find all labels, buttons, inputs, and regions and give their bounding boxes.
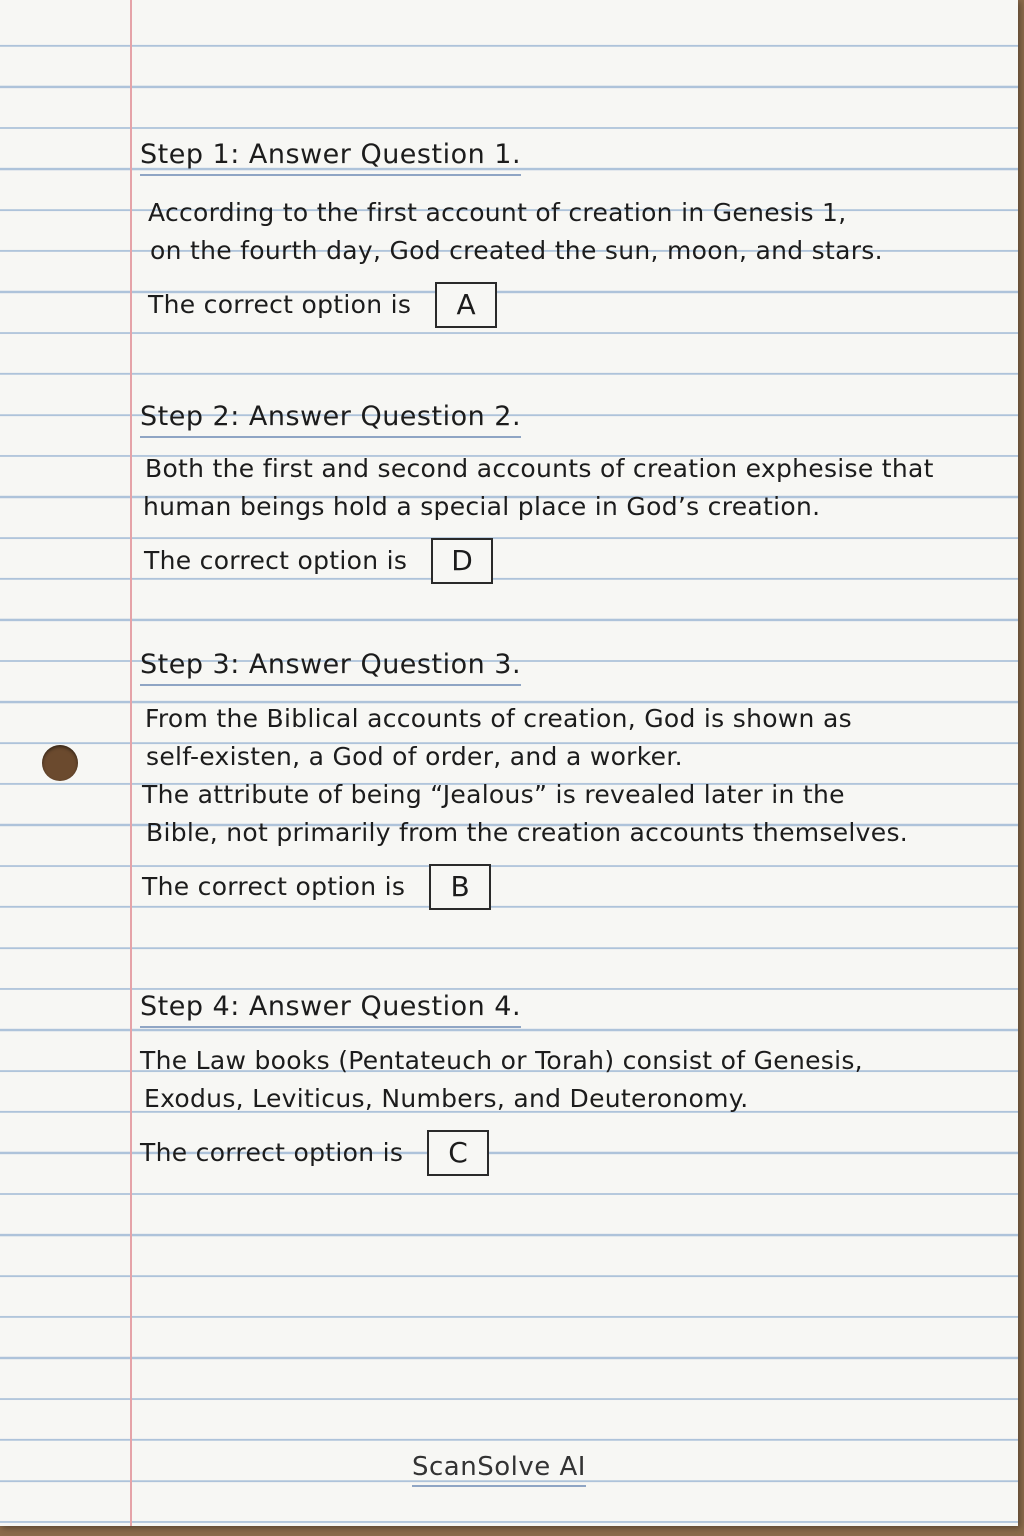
step-text-line: Exodus, Leviticus, Numbers, and Deuteronomy.: [144, 1084, 749, 1113]
answer-box: B: [429, 864, 491, 910]
step-title: Step 4: Answer Question 4.: [140, 990, 521, 1028]
step-text-line: The Law books (Pentateuch or Torah) consist of Genesis,: [140, 1046, 863, 1075]
punch-hole: [42, 745, 78, 781]
step-text-line: Both the first and second accounts of creation exphesise that: [145, 454, 934, 483]
step-title: Step 3: Answer Question 3.: [140, 648, 521, 686]
step-text-line: human beings hold a special place in God’s creation.: [143, 492, 821, 521]
step-4: [140, 990, 960, 1176]
step-3: [140, 648, 960, 910]
step-1: [140, 138, 960, 328]
answer-row: [140, 538, 960, 584]
step-text-line: self-existen, a God of order, and a worker.: [146, 742, 683, 771]
answer-row: [140, 1130, 960, 1176]
answer-box: A: [435, 282, 497, 328]
answer-box: C: [427, 1130, 489, 1176]
step-title: Step 2: Answer Question 2.: [140, 400, 521, 438]
step-title: Step 1: Answer Question 1.: [140, 138, 521, 176]
step-text-line: From the Biblical accounts of creation, God is shown as: [145, 704, 852, 733]
answer-label: The correct option is: [140, 1138, 404, 1167]
answer-label: The correct option is: [148, 290, 412, 319]
step-2: [140, 400, 960, 584]
step-text-line: The attribute of being “Jealous” is revealed later in the: [142, 780, 845, 809]
step-text-line: According to the first account of creation in Genesis 1,: [148, 198, 847, 227]
step-text-line: on the fourth day, God created the sun, moon, and stars.: [150, 236, 883, 265]
step-text-line: Bible, not primarily from the creation accounts themselves.: [146, 818, 909, 847]
answer-label: The correct option is: [142, 872, 406, 901]
margin-line: [130, 0, 132, 1526]
answer-row: [140, 282, 960, 328]
answer-box: D: [431, 538, 493, 584]
answer-label: The correct option is: [144, 546, 408, 575]
answer-row: [140, 864, 960, 910]
footer-brand: ScanSolve AI: [412, 1450, 586, 1487]
